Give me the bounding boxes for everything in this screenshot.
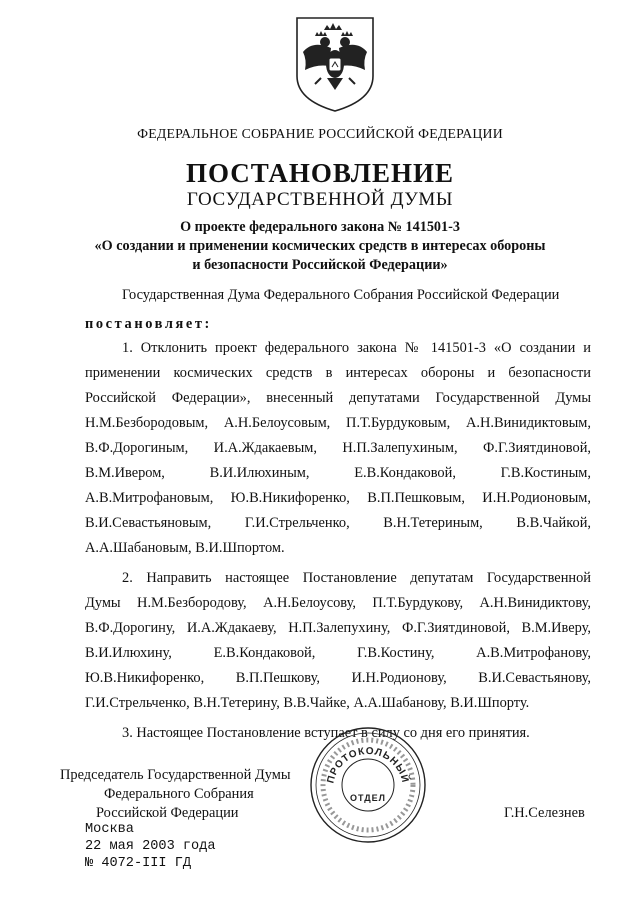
document-number: № 4072-III ГД xyxy=(85,856,192,871)
paragraph-2-line: В.Ф.Дорогину, И.А.Ждакаеву, Н.П.Залепухину, Ф.Г.Зиятдиновой, В.М.Иверу, xyxy=(85,620,591,636)
date: 22 мая 2003 года xyxy=(85,839,216,854)
subject-line-3: и безопасности Российской Федерации» xyxy=(192,257,448,273)
stamp-center-text: ОТДЕЛ xyxy=(349,793,387,803)
signatory-title-line-2: Федерального Собрания xyxy=(104,786,254,802)
subject-line-2: «О создании и применении космических средств в интересах обороны xyxy=(94,238,546,254)
signatory-title-line-1: Председатель Государственной Думы xyxy=(60,767,291,783)
subject-line-1: О проекте федерального закона № 141501-3 xyxy=(180,219,460,235)
paragraph-1-line: А.А.Шабановым, В.И.Шпортом. xyxy=(85,540,285,556)
place: Москва xyxy=(85,822,134,837)
paragraph-2-line: Г.И.Стрельченко, В.Н.Тетерину, В.В.Чайке, А.А.Шабанову, В.И.Шпорту. xyxy=(85,695,530,711)
signatory-name: Г.Н.Селезнев xyxy=(504,805,585,821)
document-type: ПОСТАНОВЛЕНИЕ xyxy=(185,158,455,188)
russian-coat-of-arms-icon xyxy=(291,14,379,114)
paragraph-2-line: Думы Н.М.Безбородову, А.Н.Белоусову, П.Т.Бурдукову, А.Н.Винидиктову, xyxy=(85,595,591,611)
paragraph-1-line: Н.М.Безбородовым, А.Н.Белоусовым, П.Т.Бурдуковым, А.Н.Винидиктовым, xyxy=(85,415,591,431)
paragraph-2-line: В.И.Илюхину, Е.В.Кондаковой, Г.В.Костину, А.В.Митрофанову, xyxy=(85,645,591,661)
stamp-outer-text: ПРОТОКОЛЬНЫЙ xyxy=(325,745,411,785)
paragraph-1-line: А.В.Митрофановым, Ю.В.Никифоренко, В.П.Пешковым, И.Н.Родионовым, xyxy=(85,490,591,506)
paragraph-1-line: В.Ф.Дорогиным, И.А.Ждакаевым, Н.П.Залепухиным, Ф.Г.Зиятдиновой, xyxy=(85,440,591,456)
paragraph-2-line: 2. Направить настоящее Постановление депутатам Государственной xyxy=(122,570,591,586)
paragraph-1-line: В.М.Ивером, В.И.Илюхиным, Е.В.Кондаковой, Г.В.Костиным, xyxy=(85,465,591,481)
paragraph-2-line: Ю.В.Никифоренко, В.П.Пешкову, И.Н.Родионову, В.И.Севастьянову, xyxy=(85,670,591,686)
intro-text: Государственная Дума Федерального Собрания Российской Федерации xyxy=(122,287,560,303)
organization-name: ФЕДЕРАЛЬНОЕ СОБРАНИЕ РОССИЙСКОЙ ФЕДЕРАЦИИ xyxy=(137,126,503,141)
issuer-name: ГОСУДАРСТВЕННОЙ ДУМЫ xyxy=(186,189,454,210)
paragraph-1-line: 1. Отклонить проект федерального закона № 141501-3 «О создании и xyxy=(122,340,591,356)
signatory-title-line-3: Российской Федерации xyxy=(96,805,239,821)
round-stamp-icon xyxy=(305,725,431,845)
paragraph-1-line: применении космических средств в интересах обороны и безопасности xyxy=(85,365,591,381)
paragraph-1-line: Российской Федерации», внесенный депутатами Государственной Думы xyxy=(85,390,591,406)
paragraph-3: 3. Настоящее Постановление вступает в силу со дня его принятия. xyxy=(122,725,530,741)
paragraph-1-line: В.И.Севастьяновым, Г.И.Стрельченко, В.Н.Тетериным, В.В.Чайкой, xyxy=(85,515,591,531)
decides-word: постановляет: xyxy=(85,316,212,332)
